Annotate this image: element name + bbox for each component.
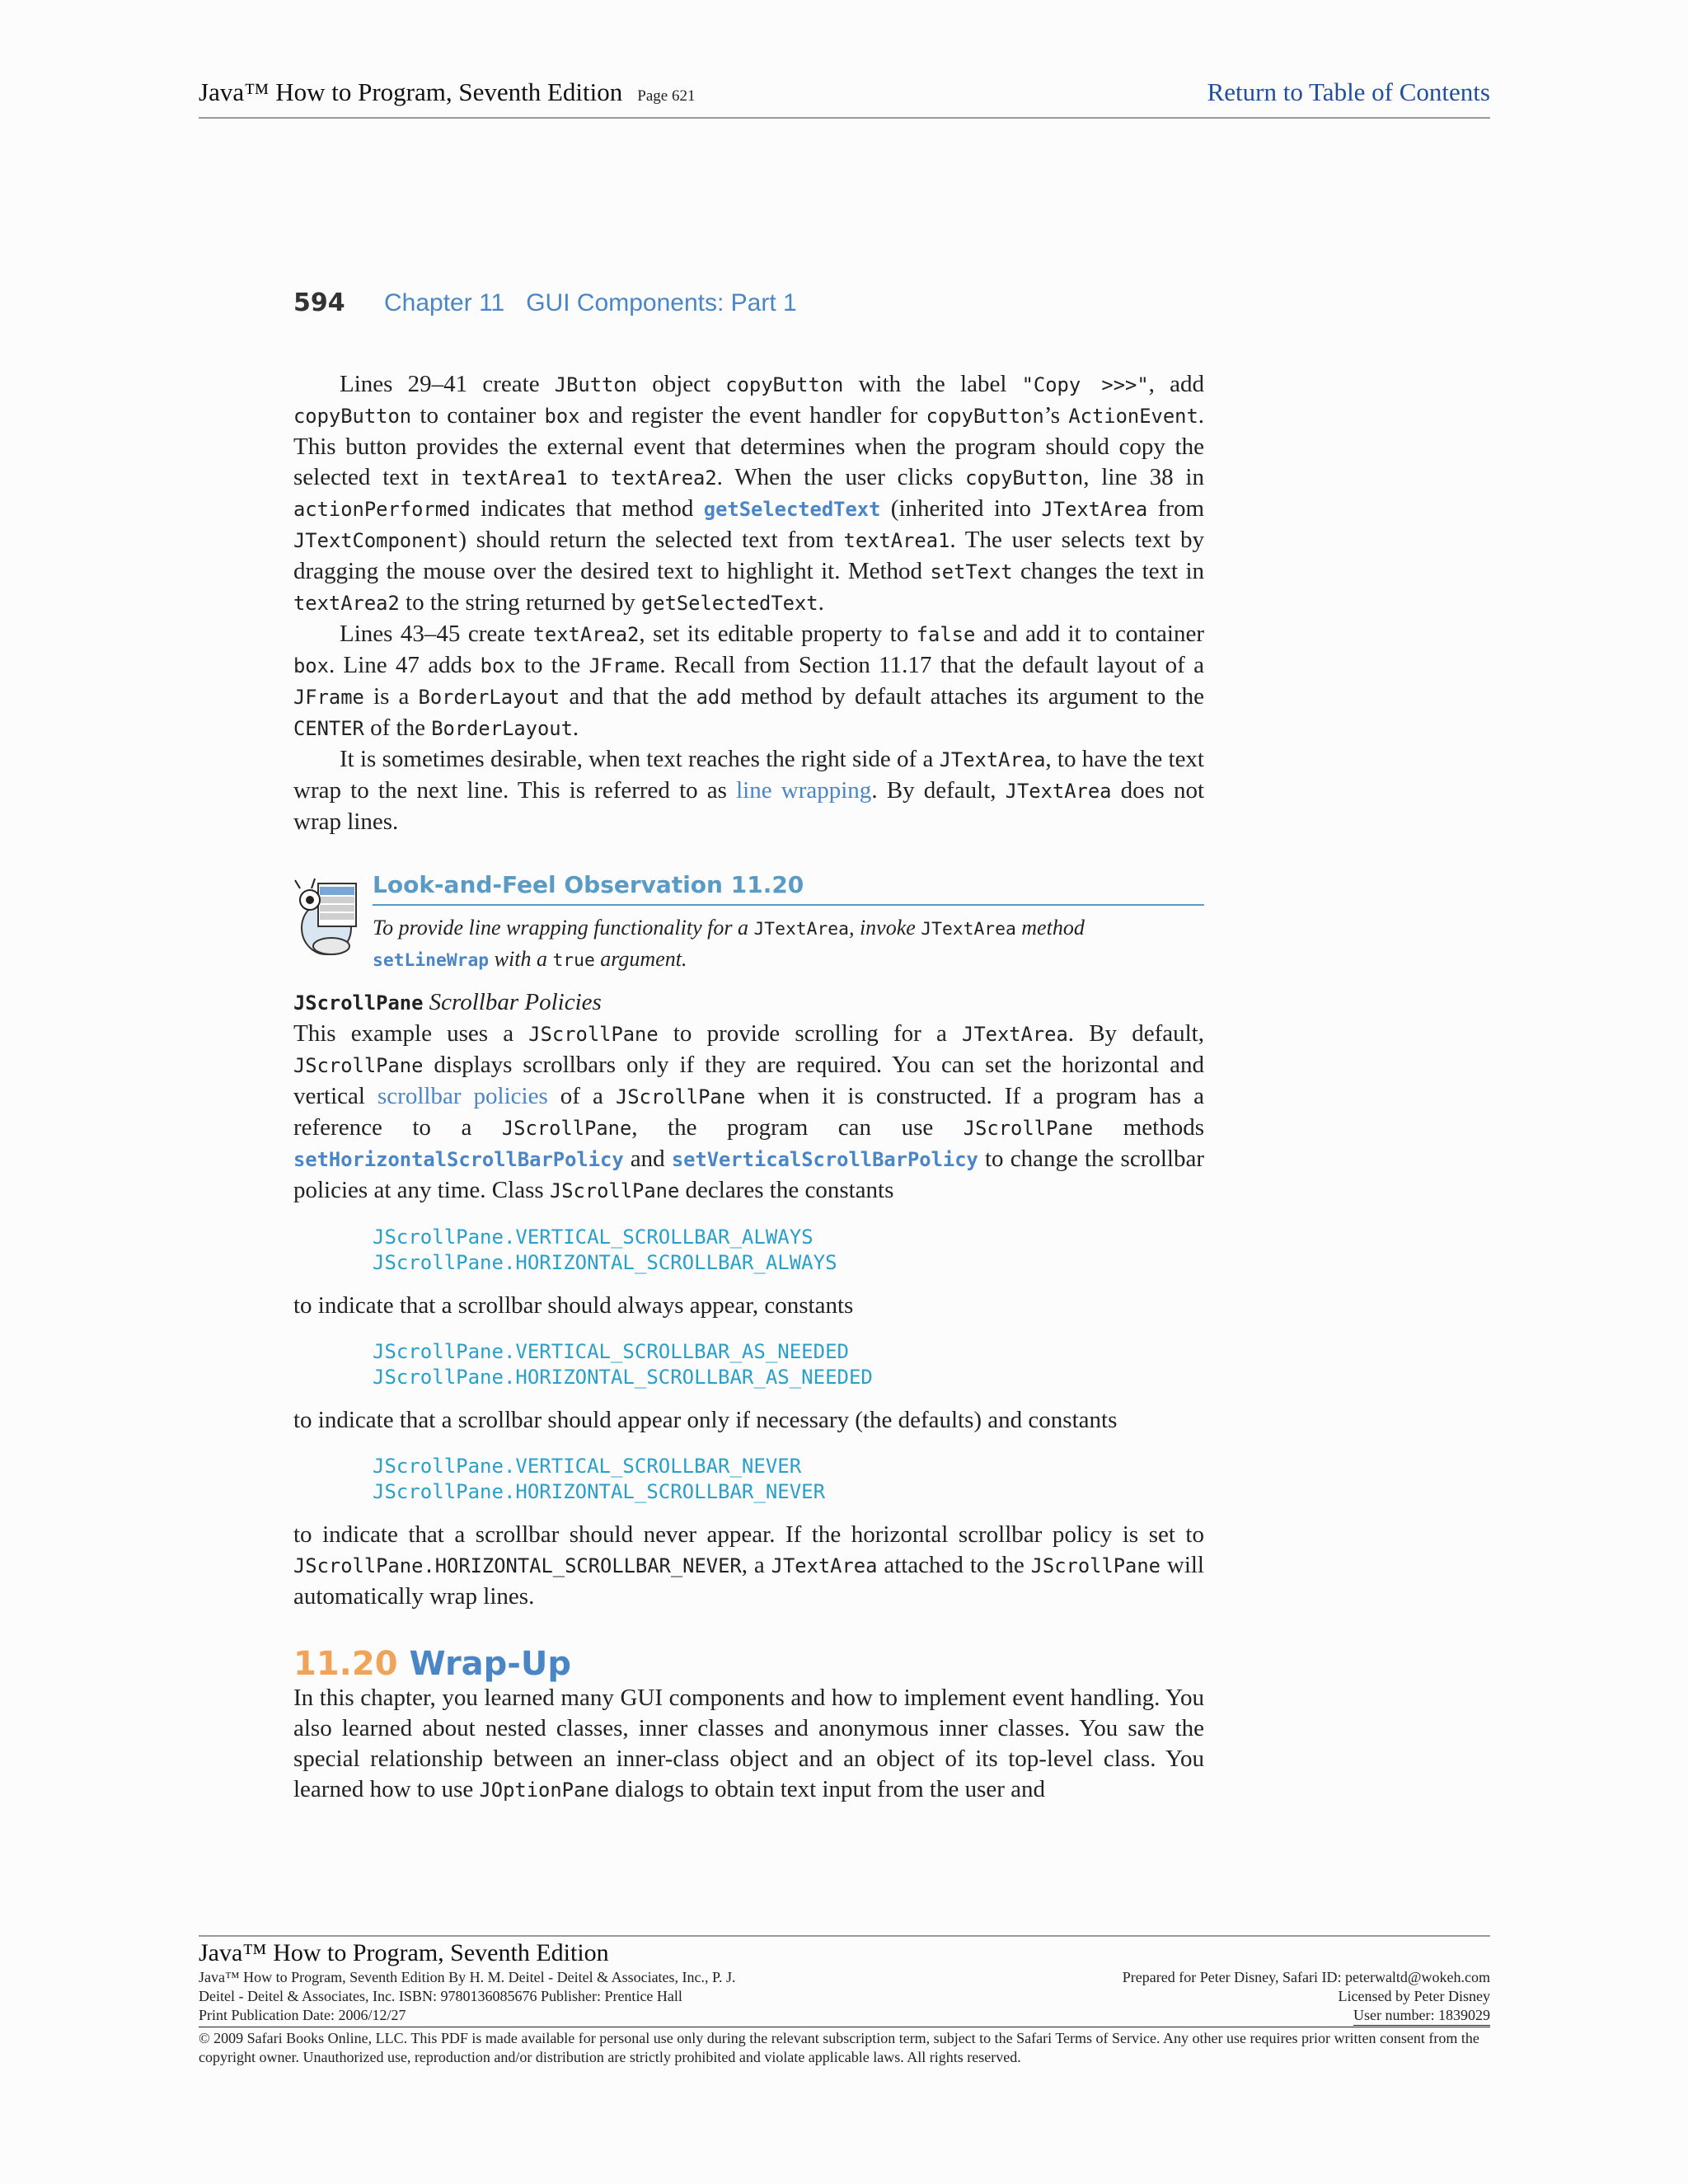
paragraph-wrap-up: In this chapter, you learned many GUI components and how to implement event handling. You also learned about nested classes, inner classes and anonymous inner classes. You saw the special relationship between an inner-class object and an object of its top-level class. You learned how to use JOptionPane dialogs to obtain text input from the user and (293, 1685, 1204, 1802)
code-line: JScrollPane.HORIZONTAL_SCROLLBAR_AS_NEEDED (373, 1366, 873, 1389)
observation-title: Look-and-Feel Observation 11.20 (373, 869, 1204, 906)
code-line: JScrollPane.VERTICAL_SCROLLBAR_AS_NEEDED (373, 1340, 849, 1363)
footer-user-number: User number: 1839029 (1353, 2006, 1490, 2026)
chapter-label: Chapter 11 (384, 289, 505, 316)
code-line: JScrollPane.VERTICAL_SCROLLBAR_NEVER (373, 1455, 802, 1478)
paragraph-copy-button: Lines 29–41 create JButton object copyButton with the label "Copy >>>", add copyButton to container box and register the event handler for copyButton’s ActionEvent. This button provides the external event that determines when the program should copy the selected text in textArea1 to textArea2. When the user clicks copyButton, line 38 in actionPerformed indicates that method getSelectedText (inherited into JTextArea from JTextComponent) should return the selected text from textArea1. The user selects text by dragging the mouse over the desired text to highlight it. Method setText changes the text in textArea2 to the string returned by getSelectedText. (293, 371, 1205, 616)
code-line: JScrollPane.HORIZONTAL_SCROLLBAR_ALWAYS (373, 1251, 837, 1274)
page-footer (199, 1935, 1490, 2067)
subsection-heading: JScrollPane Scrollbar Policies (293, 989, 602, 1015)
footer-isbn: Deitel - Deitel & Associates, Inc. ISBN: 9780136085676 Publisher: Prentice Hall (199, 1988, 682, 2004)
footer-prepared-for: Prepared for Peter Disney, Safari ID: peterwaltd@wokeh.com (1122, 1969, 1490, 1985)
section-title: Wrap-Up (409, 1645, 572, 1683)
footer-authors: Java™ How to Program, Seventh Edition By H. M. Deitel - Deitel & Associates, Inc., P. J. (199, 1969, 736, 1985)
page-header (199, 76, 1490, 119)
term-setlinewrap: setLineWrap (373, 950, 490, 971)
code-line: JScrollPane.VERTICAL_SCROLLBAR_ALWAYS (373, 1226, 814, 1249)
book-title-text: Java™ How to Program, Seventh Edition (199, 77, 623, 106)
term-line-wrapping: line wrapping (736, 777, 872, 804)
term-scrollbar-policies: scrollbar policies (377, 1083, 548, 1109)
running-head (293, 288, 797, 317)
paragraph-textarea2: Lines 43–45 create textArea2, set its editable property to false and add it to container box. Line 47 adds box to the JFrame. Recall from Section 11.17 that the default layout of a JFrame is a BorderLayout and that the add method by default attaches its argument to the CENTER of the BorderLayout. (293, 621, 1205, 741)
footer-copyright: © 2009 Safari Books Online, LLC. This PDF is made available for personal use only during the relevant subscription term, subject to the Safari Terms of Service. Any other use requires prior written consent from the copyright owner. Unauthorized use, reproduction and/or distribution are strictly prohibited and violate applicable laws. All rights reserved. (199, 2027, 1490, 2067)
footer-print-date: Print Publication Date: 2006/12/27 (199, 2007, 406, 2023)
code-block-never (373, 1454, 1204, 1505)
observation-text: To provide line wrapping functionality for a JTextArea, invoke JTextArea method setLineWrap with a true argument. (373, 916, 1085, 971)
footer-book-title: Java™ How to Program, Seventh Edition (199, 1939, 609, 1966)
header-book-title (199, 77, 695, 107)
paragraph-as-needed: to indicate that a scrollbar should appear only if necessary (the defaults) and constants (293, 1407, 1118, 1433)
page-content (293, 369, 1204, 1806)
footer-row (199, 2006, 1490, 2025)
term-sethorizontalscrollbarpolicy: setHorizontalScrollBarPolicy (293, 1148, 624, 1171)
section-number: 11.20 (293, 1645, 398, 1683)
chapter-title: GUI Components: Part 1 (526, 289, 797, 316)
paragraph-never: to indicate that a scrollbar should never appear. If the horizontal scrollbar policy is set to JScrollPane.HORIZONTAL_SCROLLBAR_NEVER, a JTextArea attached to the JScrollPane will automatically wrap lines. (293, 1521, 1204, 1610)
term-getselectedtext: getSelectedText (703, 498, 881, 521)
section-heading (293, 1645, 1204, 1683)
paragraph-line-wrapping: It is sometimes desirable, when text reaches the right side of a JTextArea, to have the text wrap to the next line. This is referred to as line wrapping. By default, JTextArea does not wrap lines. (293, 746, 1204, 835)
code-line: JScrollPane.HORIZONTAL_SCROLLBAR_NEVER (373, 1480, 826, 1503)
look-and-feel-observation (293, 869, 1204, 971)
paragraph-scrollbar-policies: This example uses a JScrollPane to provide scrolling for a JTextArea. By default, JScrollPane displays scrollbars only if they are required. You can set the horizontal and vertical scrollbar policies of a JScrollPane when it is constructed. If a program has a reference to a JScrollPane, the program can use JScrollPane methods setHorizontalScrollBarPolicy and setVerticalScrollBarPolicy to change the scrollbar policies at any time. Class JScrollPane declares the constants (293, 1020, 1205, 1203)
look-and-feel-bug-icon (293, 877, 369, 958)
code-block-always (373, 1225, 1204, 1276)
paragraph-always: to indicate that a scrollbar should always appear, constants (293, 1292, 854, 1319)
code-block-as-needed (373, 1339, 1204, 1390)
book-page-number: 594 (293, 288, 345, 317)
toc-link[interactable]: Return to Table of Contents (1207, 77, 1490, 106)
footer-licensed: Licensed by Peter Disney (1338, 1988, 1490, 2004)
footer-row (199, 1968, 1490, 1987)
footer-divider (199, 1935, 1490, 1937)
footer-row (199, 1987, 1490, 2006)
header-page-label: Page 621 (637, 87, 696, 105)
term-setverticalscrollbarpolicy: setVerticalScrollBarPolicy (671, 1148, 978, 1171)
